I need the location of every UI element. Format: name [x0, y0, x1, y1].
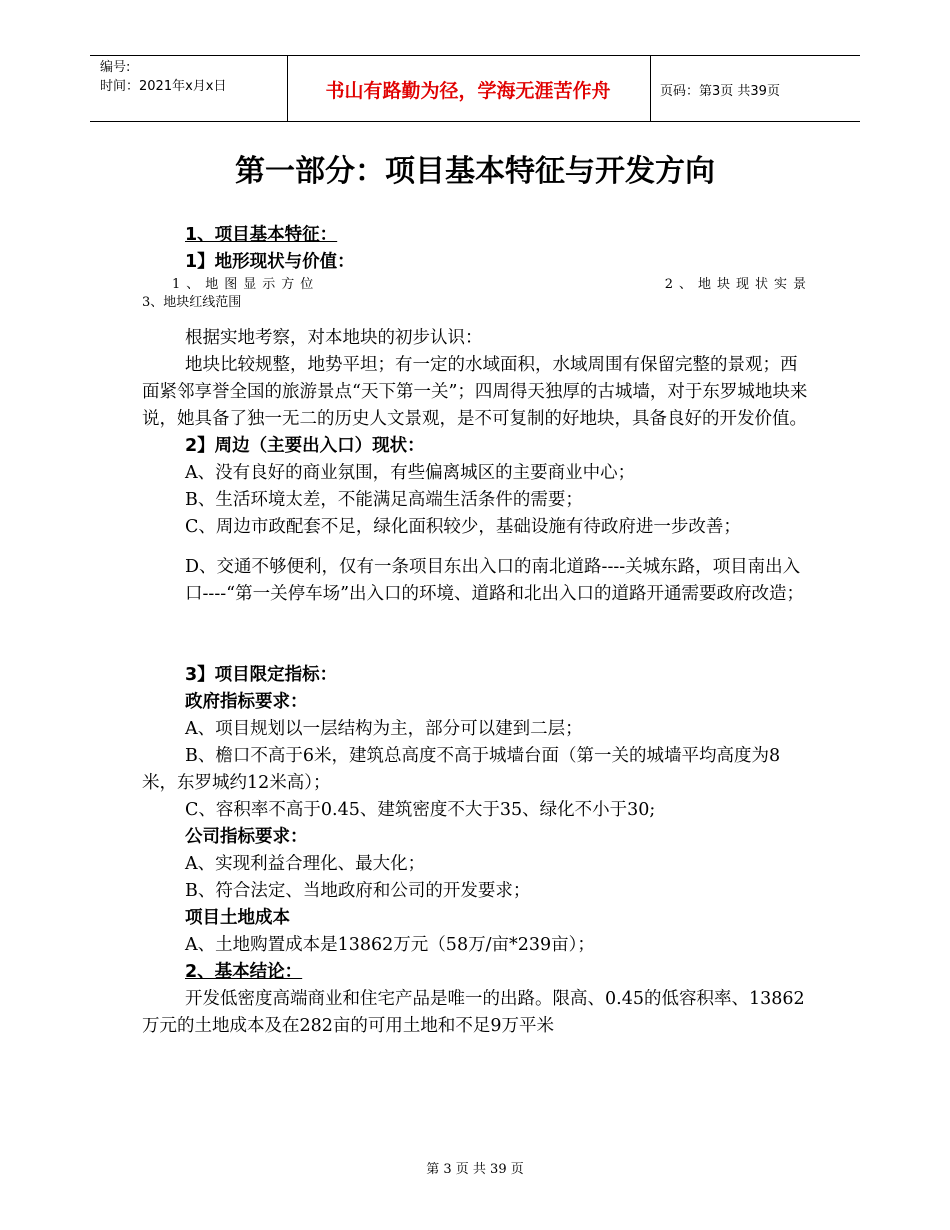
- paragraph-intro: 根据实地考察，对本地块的初步认识：: [185, 328, 483, 348]
- image-caption-site: 2、地块现状实景: [664, 277, 812, 292]
- image-caption-redline: 3、地块红线范围: [142, 295, 242, 310]
- page-footer: 第 3 页 共 39 页: [426, 1162, 524, 1177]
- subsection-heading-surroundings: 2】周边（主要出入口）现状：: [185, 436, 425, 456]
- document-body: [142, 222, 812, 1040]
- company-requirements-heading: 公司指标要求：: [185, 827, 308, 847]
- list-item-d: D、交通不够便利，仅有一条项目东出入口的南北道路----关城东路，项目南出入口----“第一关停车场”出入口的环境、道路和北出入口的道路开通需要政府改造；: [185, 557, 805, 604]
- land-cost-heading: 项目土地成本: [185, 908, 290, 928]
- list-item-c: C、周边市政配套不足，绿化面积较少，基础设施有待政府进一步改善；: [185, 517, 741, 537]
- doc-time-label: 时间：2021年x月x日: [100, 79, 227, 94]
- gov-item-c: C、容积率不高于0.45、建筑密度不大于35、绿化不小于30;: [185, 800, 656, 820]
- page-title: 第一部分：项目基本特征与开发方向: [235, 154, 715, 189]
- doc-number-label: 编号:: [100, 60, 131, 75]
- list-item-b: B、生活环境太差，不能满足高端生活条件的需要；: [185, 490, 583, 510]
- image-caption-map: 1、地图显示方位: [172, 277, 320, 292]
- company-item-b: B、符合法定、当地政府和公司的开发要求；: [185, 881, 531, 901]
- subsection-heading-limits: 3】项目限定指标：: [185, 665, 338, 685]
- section-heading-2: 2、基本结论：: [185, 962, 303, 982]
- gov-item-a: A、项目规划以一层结构为主，部分可以建到二层；: [185, 719, 583, 739]
- gov-requirements-heading: 政府指标要求：: [185, 692, 308, 712]
- land-cost-item-a: A、土地购置成本是13862万元（58万/亩*239亩）；: [185, 935, 595, 955]
- header-bottom-rule: [90, 121, 860, 122]
- list-item-a: A、没有良好的商业氛围，有些偏离城区的主要商业中心；: [185, 463, 636, 483]
- section-heading-1: 1、项目基本特征：: [185, 225, 338, 245]
- header-meta: [100, 58, 226, 96]
- header-top-rule: [90, 55, 860, 56]
- company-item-a: A、实现利益合理化、最大化；: [185, 854, 426, 874]
- subsection-heading-terrain: 1】地形现状与价值：: [185, 252, 355, 272]
- header-page-info: 页码：第3页 共39页: [660, 84, 780, 99]
- header-motto: 书山有路勤为径，学海无涯苦作舟: [325, 80, 611, 102]
- header-divider-right: [650, 55, 651, 121]
- image-caption-row: [142, 276, 812, 294]
- paragraph-land-description: 地块比较规整，地势平坦；有一定的水域面积，水域周围有保留完整的景观；西面紧邻享誉全国的旅游景点“天下第一关”；四周得天独厚的古城墙，对于东罗城地块来说，她具备了独一无二的历史人文景观，是不可复制的好地块，具备良好的开发价值。: [142, 355, 808, 429]
- paragraph-conclusion: 开发低密度高端商业和住宅产品是唯一的出路。限高、0.45的低容积率、13862万元的土地成本及在282亩的可用土地和不足9万平米: [142, 989, 805, 1036]
- gov-item-b: B、檐口不高于6米，建筑总高度不高于城墙台面（第一关的城墙平均高度为8米，东罗城约12米高）；: [142, 746, 781, 793]
